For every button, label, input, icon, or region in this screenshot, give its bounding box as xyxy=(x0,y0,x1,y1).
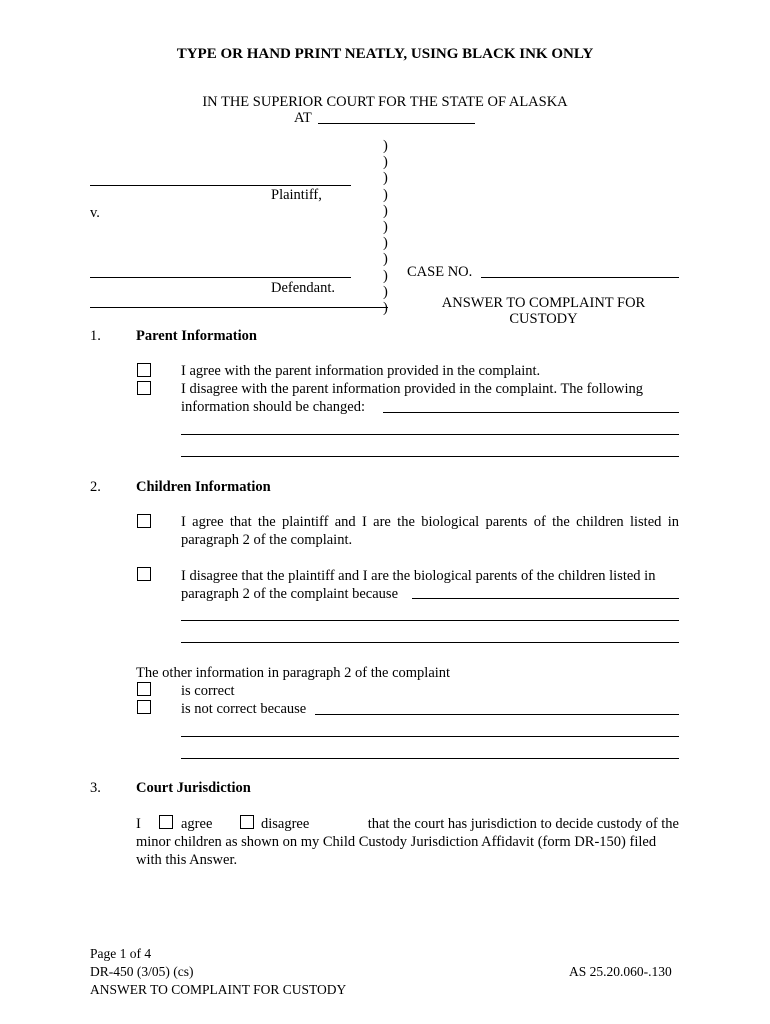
footer-form-title: ANSWER TO COMPLAINT FOR CUSTODY xyxy=(90,982,347,997)
other-info-text: The other information in paragraph 2 of the complaint xyxy=(136,665,451,681)
info-correct-checkbox[interactable] xyxy=(137,682,151,696)
jurisdiction-agree-label: agree xyxy=(181,816,213,832)
section3-number: 3. xyxy=(90,780,101,796)
document-title-line2: CUSTODY xyxy=(509,311,578,327)
children-disagree-text-line2: paragraph 2 of the complaint because xyxy=(181,586,399,602)
instruction-heading: TYPE OR HAND PRINT NEATLY, USING BLACK INK ONLY xyxy=(176,46,594,62)
jurisdiction-agree-checkbox[interactable] xyxy=(159,815,173,829)
parent-changes-field-2[interactable] xyxy=(181,434,679,435)
info-correct-label: is correct xyxy=(181,683,235,699)
document-title-line1: ANSWER TO COMPLAINT FOR xyxy=(441,295,646,311)
section1-number: 1. xyxy=(90,328,101,344)
caption-divider: ) ) ) ) ) ) ) ) ) ) ) xyxy=(383,138,388,316)
jurisdiction-disagree-label: disagree xyxy=(261,816,310,832)
section2-number: 2. xyxy=(90,479,101,495)
versus-label: v. xyxy=(90,205,100,221)
children-reason-field-2[interactable] xyxy=(181,620,679,621)
children-disagree-text-line1: I disagree that the plaintiff and I are the biological parents of the children listed in xyxy=(181,568,656,584)
page-number: Page 1 of 4 xyxy=(90,946,152,961)
defendant-name-field[interactable] xyxy=(90,277,351,278)
jurisdiction-text-line2: minor children as shown on my Child Custody Jurisdiction Affidavit (form DR-150) filed xyxy=(136,834,657,850)
children-reason-field-1[interactable] xyxy=(412,598,679,599)
section2-heading: Children Information xyxy=(136,479,271,495)
jurisdiction-i-label: I xyxy=(136,816,141,832)
defendant-label: Defendant. xyxy=(271,280,336,296)
case-no-label: CASE NO. xyxy=(407,264,473,280)
not-correct-reason-field-3[interactable] xyxy=(181,758,679,759)
case-number-field[interactable] xyxy=(481,277,679,278)
plaintiff-label: Plaintiff, xyxy=(271,187,322,203)
jurisdiction-text-line1: that the court has jurisdiction to decide custody of the xyxy=(367,816,679,832)
children-reason-field-3[interactable] xyxy=(181,642,679,643)
parent-disagree-checkbox[interactable] xyxy=(137,381,151,395)
children-agree-text: I agree that the plaintiff and I are the biological parents of the children listed in paragraph 2 of the complaint. xyxy=(181,514,679,548)
court-location-field[interactable] xyxy=(318,123,475,124)
jurisdiction-text-line3: with this Answer. xyxy=(136,852,238,868)
not-correct-reason-field-1[interactable] xyxy=(315,714,679,715)
form-id: DR-450 (3/05) (cs) xyxy=(90,964,194,979)
court-name: IN THE SUPERIOR COURT FOR THE STATE OF ALASKA xyxy=(202,94,568,110)
children-agree-checkbox[interactable] xyxy=(137,514,151,528)
statute-reference: AS 25.20.060-.130 xyxy=(569,964,672,979)
not-correct-reason-field-2[interactable] xyxy=(181,736,679,737)
info-not-correct-checkbox[interactable] xyxy=(137,700,151,714)
parent-agree-text: I agree with the parent information provided in the complaint. xyxy=(181,363,541,379)
section1-heading: Parent Information xyxy=(136,328,257,344)
caption-bottom-rule xyxy=(90,307,388,308)
info-not-correct-label: is not correct because xyxy=(181,701,307,717)
parent-disagree-text-line1: I disagree with the parent information provided in the complaint. The following xyxy=(181,381,644,397)
parent-disagree-text-line2: information should be changed: xyxy=(181,399,366,415)
section3-heading: Court Jurisdiction xyxy=(136,780,251,796)
parent-changes-field-1[interactable] xyxy=(383,412,679,413)
at-label: AT xyxy=(294,110,312,126)
parent-changes-field-3[interactable] xyxy=(181,456,679,457)
parent-agree-checkbox[interactable] xyxy=(137,363,151,377)
children-disagree-checkbox[interactable] xyxy=(137,567,151,581)
jurisdiction-disagree-checkbox[interactable] xyxy=(240,815,254,829)
